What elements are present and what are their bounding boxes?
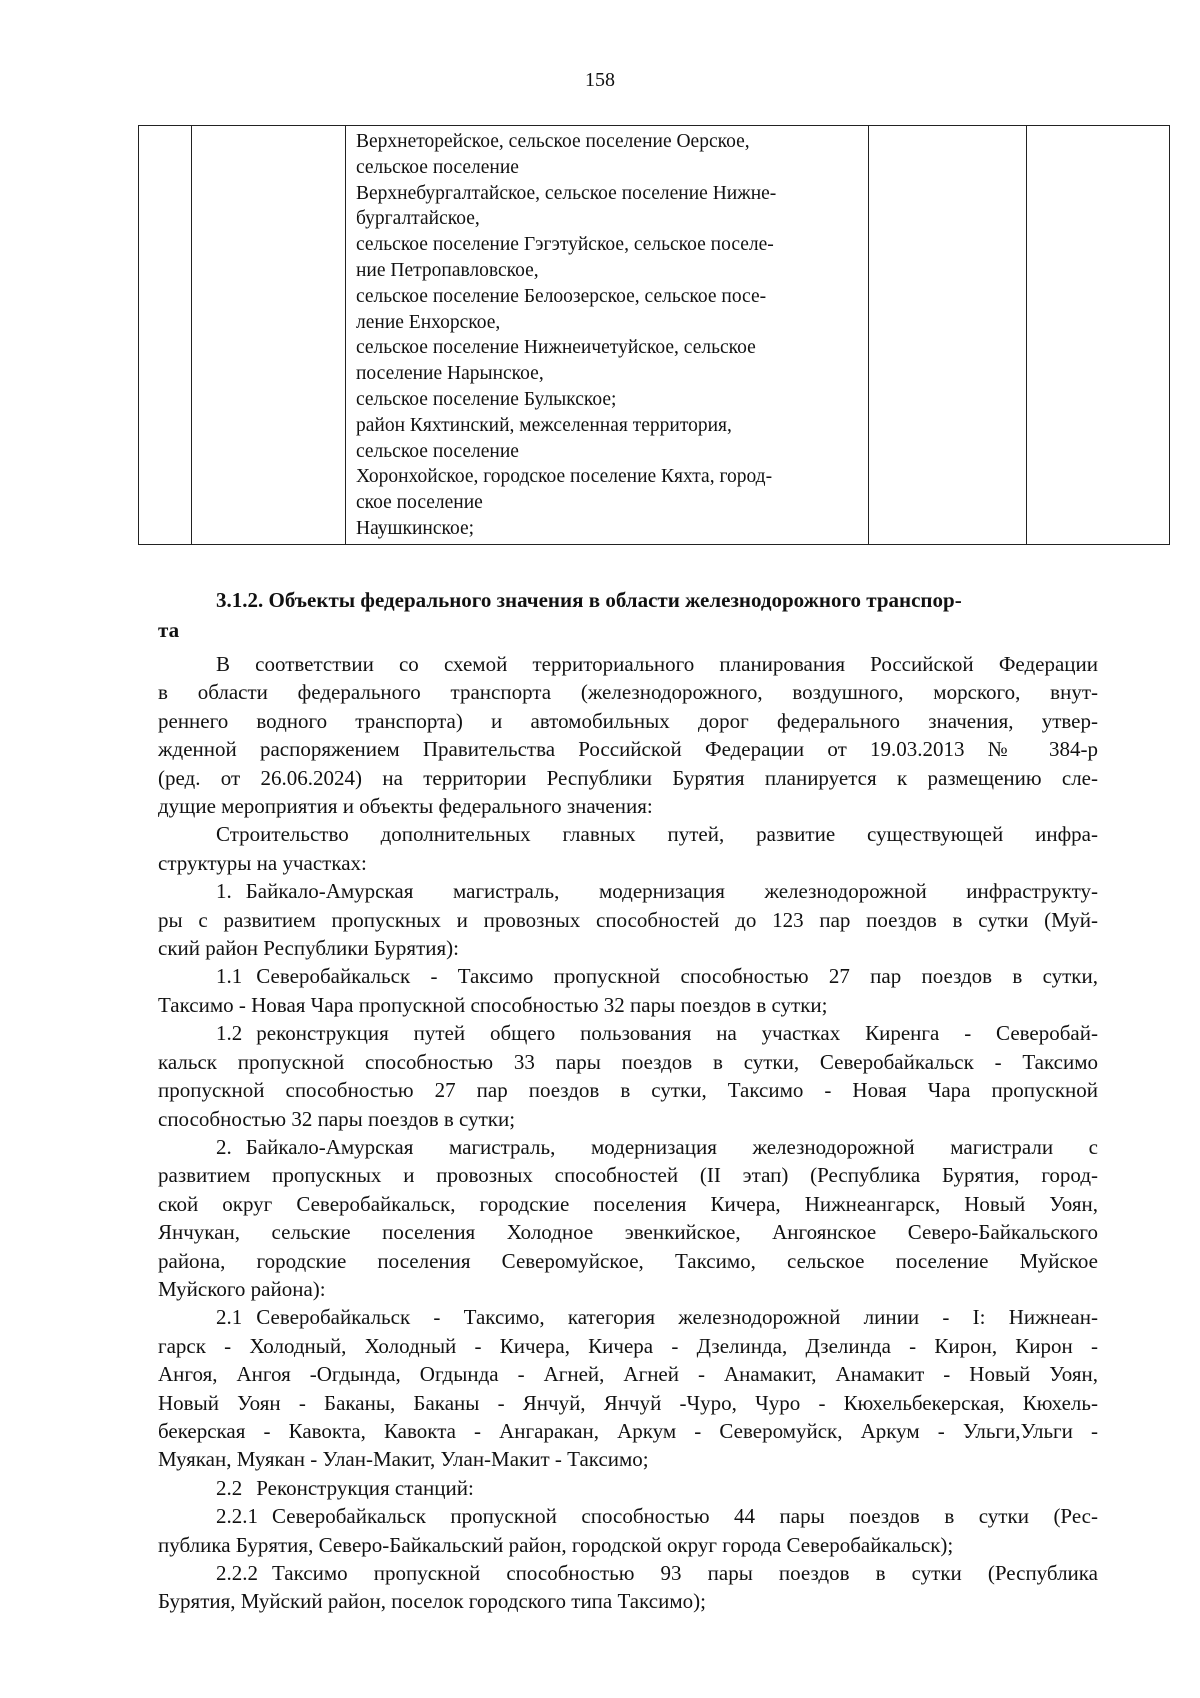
cell-line: бургалтайское, [356, 208, 480, 230]
line-text: Ангоя, Ангоя -Огдында, Огдында - Агней, Агней - Анамакит, Анамакит - Новый Уоян, [158, 1362, 1098, 1387]
line-text: реконструкция путей общего пользования на участках Киренга - Северобай- [256, 1021, 1098, 1046]
text-line [158, 1247, 1098, 1275]
paragraph [158, 1303, 1098, 1473]
line-text: Северобайкальск - Таксимо пропускной способностью 27 пар поездов в сутки, [256, 964, 1098, 989]
text-line [158, 934, 1098, 962]
paragraph [158, 650, 1098, 820]
section-heading-line: 3.1.2. Объекты федерального значения в области железнодорожного транспор- [216, 588, 962, 612]
paragraph [158, 1133, 1098, 1303]
item-number: 1.2 [216, 1021, 243, 1046]
table-cell-notes [1027, 126, 1170, 545]
line-text: публика Бурятия, Северо-Байкальский район, городской округ города Северобайкальск); [158, 1532, 954, 1557]
paragraph [158, 1559, 1098, 1616]
line-text: Новый Уоян - Баканы, Баканы - Янчуй, Янчуй -Чуро, Чуро - Кюхельбекерская, Кюхель- [158, 1390, 1098, 1415]
paragraph [158, 1019, 1098, 1133]
text-line [158, 962, 1098, 990]
page-number: 158 [585, 69, 615, 91]
cell-line: Хоронхойское, городское поселение Кяхта, город- [356, 466, 773, 488]
line-text: реннего водного транспорта) и автомобильных дорог федерального значения, утвер- [158, 708, 1098, 733]
text-line [158, 1133, 1098, 1161]
line-text: жденной распоряжением Правительства Российской Федерации от 19.03.2013 № 384-р [158, 737, 1098, 762]
cell-line: ское поселение [356, 492, 483, 514]
paragraph [158, 877, 1098, 962]
text-line [158, 1332, 1098, 1360]
cell-line: район Кяхтинский, межселенная территория, [356, 414, 732, 436]
cell-line: Верхнебургалтайское, сельское поселение Нижне- [356, 182, 777, 204]
text-line [158, 678, 1098, 706]
section-heading [158, 585, 1098, 645]
line-text: Муйского района): [158, 1276, 326, 1301]
text-line [158, 906, 1098, 934]
line-text: В соответствии со схемой территориального планирования Российской Федерации [216, 652, 1098, 676]
line-text: Таксимо пропускной способностью 93 пары поездов в сутки (Республика [272, 1561, 1098, 1585]
text-line [158, 1275, 1098, 1303]
table-cell-number [139, 126, 192, 545]
cell-line: сельское поселение Нижнеичетуйское, сельское [356, 337, 756, 359]
line-text: гарск - Холодный, Холодный - Кичера, Кичера - Дзелинда, Дзелинда - Кирон, Кирон - [158, 1333, 1098, 1358]
line-text: в области федерального транспорта (железнодорожного, воздушного, морского, внут- [158, 680, 1098, 705]
text-line [158, 1445, 1098, 1473]
item-number: 2.2 [216, 1475, 243, 1500]
text-line [158, 735, 1098, 763]
line-text: дущие мероприятия и объекты федерального значения: [158, 794, 653, 819]
cell-line: ние Петропавловское, [356, 259, 539, 281]
cell-line: сельское поселение Гэгэтуйское, сельское поселе- [356, 234, 774, 256]
line-text: Северобайкальск пропускной способностью 44 пары поездов в сутки (Рес- [272, 1504, 1098, 1529]
line-text: ской округ Северобайкальск, городские поселения Кичера, Нижнеангарск, Новый Уоян, [158, 1191, 1098, 1216]
text-line [158, 1076, 1098, 1104]
text-line [158, 1587, 1098, 1615]
line-text: (ред. от 26.06.2024) на территории Республики Бурятия планируется к размещению сле- [158, 765, 1098, 790]
cell-line: сельское поселение Булыкское; [356, 388, 617, 410]
cell-line: ление Енхорское, [356, 311, 501, 333]
cell-line: поселение Нарынское, [356, 363, 544, 385]
text-line [158, 1559, 1098, 1587]
paragraph [158, 1474, 1098, 1502]
text-line [158, 820, 1098, 848]
cell-line: Верхнеторейское, сельское поселение Оерское, [356, 131, 750, 152]
text-line [158, 1161, 1098, 1189]
text-line [158, 792, 1098, 820]
cell-line: Наушкинское; [356, 517, 475, 539]
text-line [158, 1218, 1098, 1246]
line-text: Янчукан, сельские поселения Холодное эвенкийское, Ангоянское Северо-Байкальского [158, 1220, 1098, 1245]
table-row [139, 126, 1170, 545]
text-line [158, 1502, 1098, 1530]
line-text: Таксимо - Новая Чара пропускной способностью 32 пары поездов в сутки; [158, 992, 828, 1017]
line-text: кальск пропускной способностью 33 пары поездов в сутки, Северобайкальск - Таксимо [158, 1049, 1098, 1074]
item-number: 2.2.2 [216, 1561, 258, 1585]
paragraph [158, 1502, 1098, 1559]
body-text [158, 650, 1098, 1616]
table-cell-characteristics [869, 126, 1027, 545]
line-text: Байкало-Амурская магистраль, модернизация железнодорожной магистрали с [245, 1134, 1098, 1159]
line-text: структуры на участках: [158, 850, 367, 875]
table-cell-object [192, 126, 346, 545]
line-text: способностью 32 пары поездов в сутки; [158, 1106, 516, 1131]
text-line [158, 1531, 1098, 1559]
line-text: ский район Республики Бурятия): [158, 936, 459, 961]
line-text: Северобайкальск - Таксимо, категория железнодорожной линии - I: Нижнеан- [256, 1305, 1098, 1330]
line-text: Муякан, Муякан - Улан-Макит, Улан-Макит - Таксимо; [158, 1447, 649, 1472]
line-text: Бурятия, Муйский район, поселок городского типа Таксимо); [158, 1589, 706, 1614]
text-line [158, 991, 1098, 1019]
item-number: 2.2.1 [216, 1504, 258, 1529]
text-line [158, 1303, 1098, 1331]
text-line [158, 1389, 1098, 1417]
line-text: ры с развитием пропускных и провозных способностей до 123 пар поездов в сутки (Муй- [158, 907, 1098, 932]
line-text: Реконструкция станций: [256, 1475, 474, 1500]
line-text: района, городские поселения Северомуйское, Таксимо, сельское поселение Муйское [158, 1248, 1098, 1273]
item-number: 2. [216, 1134, 232, 1159]
text-line [158, 1190, 1098, 1218]
section-heading-line: та [158, 618, 180, 642]
item-number: 1. [216, 879, 232, 904]
table-cell-location [346, 126, 869, 545]
location-text [346, 126, 868, 544]
text-line [158, 1417, 1098, 1445]
continued-table [138, 125, 1170, 545]
item-number: 2.1 [216, 1305, 243, 1330]
line-text: развитием пропускных и провозных способностей (II этап) (Республика Бурятия, город- [158, 1163, 1098, 1188]
line-text: Строительство дополнительных главных путей, развитие существующей инфра- [216, 822, 1098, 847]
paragraph [158, 820, 1098, 877]
cell-line: сельское поселение [356, 440, 519, 462]
cell-line: сельское поселение Белоозерское, сельское посе- [356, 285, 767, 307]
line-text: пропускной способностью 27 пар поездов в сутки, Таксимо - Новая Чара пропускной [158, 1078, 1098, 1103]
text-line [158, 1048, 1098, 1076]
text-line [158, 707, 1098, 735]
line-text: Байкало-Амурская магистраль, модернизация железнодорожной инфраструкту- [245, 879, 1098, 904]
cell-line: сельское поселение [356, 156, 519, 178]
text-line [158, 1105, 1098, 1133]
item-number: 1.1 [216, 964, 243, 989]
text-line [158, 650, 1098, 678]
text-line [158, 764, 1098, 792]
text-line [158, 1360, 1098, 1388]
line-text: бекерская - Кавокта, Кавокта - Ангаракан, Аркум - Северомуйск, Аркум - Ульги,Ульги - [158, 1418, 1098, 1443]
paragraph [158, 962, 1098, 1019]
text-line [158, 1019, 1098, 1047]
text-line [158, 849, 1098, 877]
text-line [158, 877, 1098, 905]
text-line [158, 1474, 1098, 1502]
